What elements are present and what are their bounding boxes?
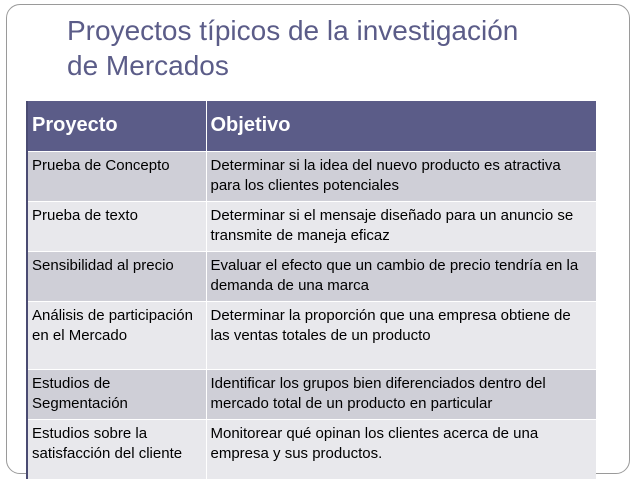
cell-objetivo: Identificar los grupos bien diferenciados dentro del mercado total de un producto en particular [206,369,596,419]
cell-proyecto: Análisis de participación en el Mercado [28,301,206,369]
cell-proyecto: Prueba de texto [28,201,206,251]
table-row [28,251,596,301]
table-row [28,151,596,201]
cell-objetivo: Determinar si la idea del nuevo producto es atractiva para los clientes potenciales [206,151,596,201]
cell-proyecto: Sensibilidad al precio [28,251,206,301]
cell-proyecto: Estudios sobre la satisfacción del cliente [28,419,206,479]
table-row [28,201,596,251]
slide-title [67,13,607,83]
table-row [28,419,596,479]
cell-objetivo: Monitorear qué opinan los clientes acerca de una empresa y sus productos. [206,419,596,479]
header-objetivo: Objetivo [206,101,596,151]
table-header-row [28,101,596,151]
cell-objetivo: Determinar la proporción que una empresa obtiene de las ventas totales de un producto [206,301,596,369]
slide-title-line-2: de Mercados [67,50,229,81]
cell-proyecto: Prueba de Concepto [28,151,206,201]
projects-table-container [28,101,596,479]
cell-objetivo: Evaluar el efecto que un cambio de precio tendría en la demanda de una marca [206,251,596,301]
table-row [28,301,596,369]
table-row [28,369,596,419]
cell-objetivo: Determinar si el mensaje diseñado para un anuncio se transmite de maneja eficaz [206,201,596,251]
slide-title-line-1: Proyectos típicos de la investigación [67,15,519,46]
header-proyecto: Proyecto [28,101,206,151]
cell-proyecto: Estudios de Segmentación [28,369,206,419]
projects-table [28,101,596,479]
